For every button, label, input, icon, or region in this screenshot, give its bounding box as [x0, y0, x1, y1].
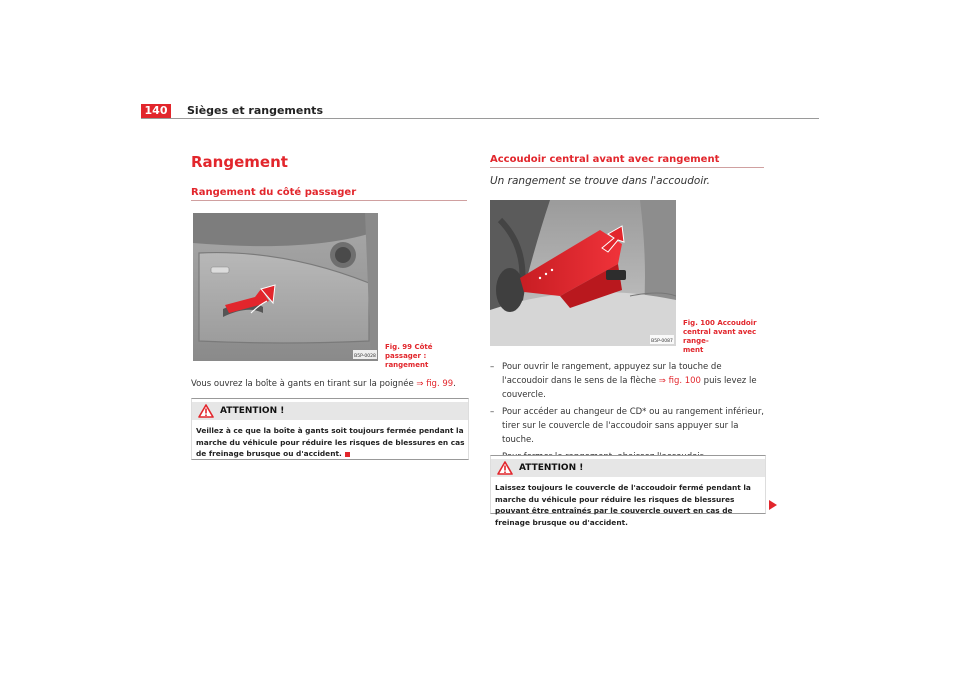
figure-armrest: [490, 200, 676, 346]
warning-title: ATTENTION !: [519, 463, 584, 473]
subsection-divider: [191, 200, 467, 201]
figure-glovebox: [193, 213, 378, 361]
warning-triangle-icon: [198, 404, 214, 418]
figure-ref-100[interactable]: ⇒ fig. 100: [658, 376, 701, 386]
subsection-title-armrest: Accoudoir central avant avec rangement: [490, 154, 720, 165]
section-title: Rangement: [191, 153, 288, 171]
armrest-subtitle: Un rangement se trouve dans l'accoudoir.: [490, 175, 710, 187]
warning-text: Veillez à ce que la boîte à gants soit toujours fermée pendant la marche du véhicule pour réduire les risques de blessures en cas de freinage brusque ou d'accident.: [196, 426, 465, 458]
warning-header: [192, 402, 468, 420]
header-divider: [141, 118, 819, 119]
step-item: – Pour accéder au changeur de CD* ou au rangement inférieur, tirer sur le couvercle de l'accoudoir sans appuyer sur la touche.: [490, 407, 765, 445]
warning-text: Laissez toujours le couvercle de l'accoudoir fermé pendant la marche du véhicule pour réduire les risques de blessures pouvant être entraînés par le couvercle ouvert en cas de freinage brusque ou d'accident.: [495, 483, 751, 527]
subsection-title-passenger: Rangement du côté passager: [191, 187, 357, 198]
section-end-square-icon: [345, 452, 350, 457]
figure-code-left: B5P-0028: [354, 354, 376, 359]
step-item: – Pour ouvrir le rangement, appuyez sur la touche de l'accoudoir dans le sens de la flèche ⇒ fig. 100 puis levez le couvercle.: [490, 362, 757, 400]
warning-box-armrest: [490, 455, 766, 527]
warning-box-glovebox: [191, 398, 469, 460]
figure-code-right: B5P-0087: [651, 339, 673, 344]
warning-header: [491, 459, 765, 477]
next-page-arrow-icon[interactable]: [768, 499, 778, 511]
glovebox-instruction: Vous ouvrez la boîte à gants en tirant sur la poignée ⇒ fig. 99.: [191, 379, 456, 389]
figure-caption-100: Fig. 100 Accoudoir central avant avec range- ment: [683, 319, 757, 354]
subsection-divider: [490, 167, 764, 168]
warning-triangle-icon: [497, 461, 513, 475]
warning-title: ATTENTION !: [220, 406, 285, 416]
chapter-title: Sièges et rangements: [187, 104, 323, 117]
figure-ref-99[interactable]: ⇒ fig. 99: [416, 379, 454, 389]
page-number: 140: [141, 104, 171, 118]
figure-caption-99: Fig. 99 Côté passager : rangement: [385, 343, 433, 369]
armrest-steps: [490, 360, 768, 467]
